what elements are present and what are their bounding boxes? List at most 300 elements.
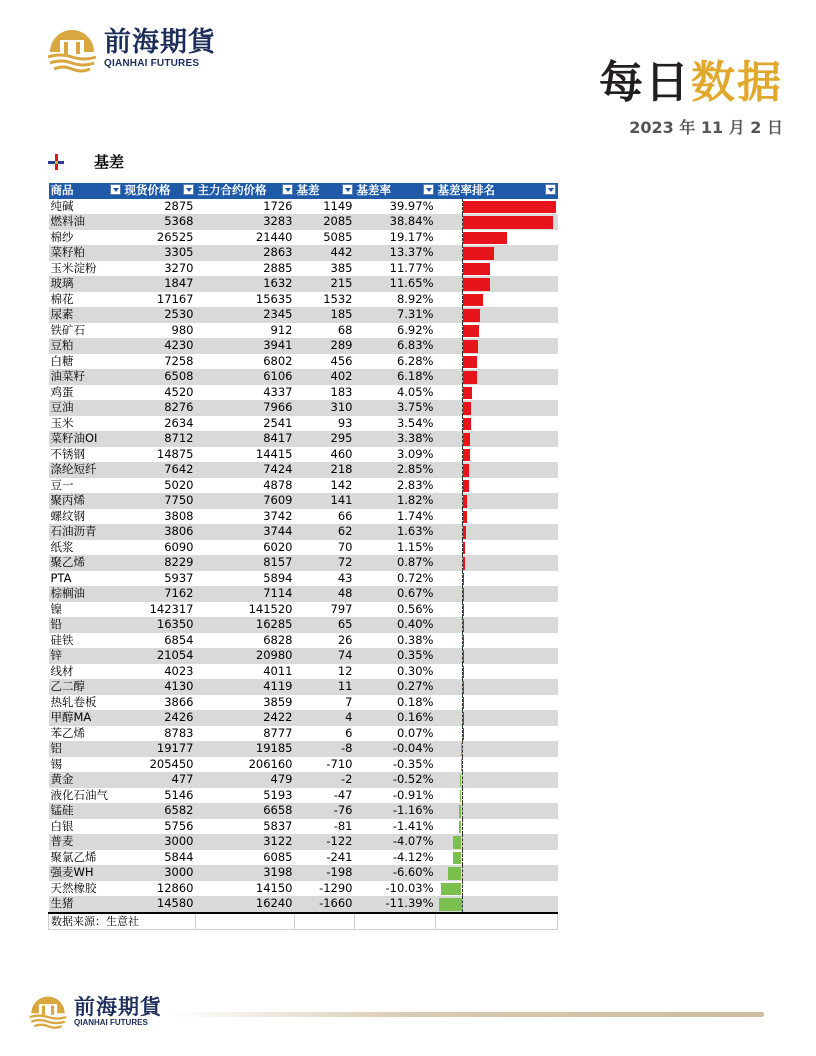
- cell-commodity: 聚乙烯: [49, 555, 123, 571]
- rank-bar-fill: [463, 635, 464, 648]
- cell-basis: 43: [295, 571, 355, 587]
- cell-main-contract-price: 19185: [196, 741, 295, 757]
- filter-dropdown-icon[interactable]: [342, 184, 353, 195]
- cell-commodity: 甲醇MA: [49, 710, 123, 726]
- cell-spot-price: 14580: [123, 896, 196, 913]
- cell-main-contract-price: 2541: [196, 416, 295, 432]
- cell-basis: 385: [295, 261, 355, 277]
- cell-rank-bar: [436, 276, 558, 292]
- cell-rank-bar: [436, 416, 558, 432]
- cell-main-contract-price: 2885: [196, 261, 295, 277]
- cell-rank-bar: [436, 896, 558, 913]
- cell-basis: -1660: [295, 896, 355, 913]
- cell-basis-rate: 0.67%: [355, 586, 436, 602]
- cell-basis-rate: -4.07%: [355, 834, 436, 850]
- table-row: [49, 803, 558, 819]
- cell-main-contract-price: 3198: [196, 865, 295, 881]
- cell-basis-rate: 4.05%: [355, 385, 436, 401]
- cell-rank-bar: [436, 617, 558, 633]
- cell-main-contract-price: 5894: [196, 571, 295, 587]
- cell-spot-price: 3000: [123, 865, 196, 881]
- cell-basis: 62: [295, 524, 355, 540]
- header-basis-rate-rank[interactable]: [436, 183, 558, 199]
- table-row: [49, 555, 558, 571]
- cell-commodity: 黄金: [49, 772, 123, 788]
- cell-main-contract-price: 5193: [196, 788, 295, 804]
- cell-rank-bar: [436, 726, 558, 742]
- cell-basis-rate: -11.39%: [355, 896, 436, 913]
- cell-basis: 2085: [295, 214, 355, 230]
- cell-basis: -2: [295, 772, 355, 788]
- empty-cell: [436, 913, 558, 930]
- rank-bar-fill: [463, 371, 477, 384]
- table-row: [49, 261, 558, 277]
- cell-main-contract-price: 2863: [196, 245, 295, 261]
- cell-rank-bar: [436, 199, 558, 215]
- cell-basis: 12: [295, 664, 355, 680]
- cell-rank-bar: [436, 540, 558, 556]
- table-row: [49, 881, 558, 897]
- rank-bar-fill: [463, 619, 464, 632]
- cell-main-contract-price: 4337: [196, 385, 295, 401]
- cell-spot-price: 5844: [123, 850, 196, 866]
- cell-main-contract-price: 8777: [196, 726, 295, 742]
- zero-axis-line: [462, 850, 463, 866]
- filter-dropdown-icon[interactable]: [282, 184, 293, 195]
- table-row: [49, 230, 558, 246]
- cell-main-contract-price: 14415: [196, 447, 295, 463]
- cell-commodity: 镍: [49, 602, 123, 618]
- header-basis-rate[interactable]: [355, 183, 436, 199]
- cell-basis-rate: 6.92%: [355, 323, 436, 339]
- cell-basis-rate: -0.52%: [355, 772, 436, 788]
- cell-rank-bar: [436, 261, 558, 277]
- cell-basis-rate: 0.72%: [355, 571, 436, 587]
- cell-spot-price: 980: [123, 323, 196, 339]
- zero-axis-line: [462, 819, 463, 835]
- report-date: 2023 年 11 月 2 日: [629, 118, 783, 137]
- cell-basis-rate: -0.35%: [355, 757, 436, 773]
- cell-basis-rate: 11.65%: [355, 276, 436, 292]
- cell-basis-rate: 0.16%: [355, 710, 436, 726]
- cell-main-contract-price: 3744: [196, 524, 295, 540]
- cell-commodity: 硅铁: [49, 633, 123, 649]
- rank-bar-fill: [463, 325, 479, 338]
- cell-spot-price: 3806: [123, 524, 196, 540]
- cell-basis-rate: 0.30%: [355, 664, 436, 680]
- cell-rank-bar: [436, 881, 558, 897]
- table-row: [49, 369, 558, 385]
- rank-bar-fill: [463, 573, 465, 586]
- cell-basis-rate: -1.16%: [355, 803, 436, 819]
- cell-commodity: 液化石油气: [49, 788, 123, 804]
- cell-main-contract-price: 912: [196, 323, 295, 339]
- cell-commodity: 铅: [49, 617, 123, 633]
- page-title-part1: 每日: [599, 57, 691, 108]
- cell-basis: 7: [295, 695, 355, 711]
- cell-commodity: 苯乙烯: [49, 726, 123, 742]
- rank-bar-fill: [463, 557, 465, 570]
- cell-commodity: 白糖: [49, 354, 123, 370]
- cell-basis-rate: 0.87%: [355, 555, 436, 571]
- rank-bar-fill: [463, 433, 471, 446]
- cell-commodity: 白银: [49, 819, 123, 835]
- cell-basis: 70: [295, 540, 355, 556]
- cell-commodity: 生猪: [49, 896, 123, 913]
- cell-basis: 295: [295, 431, 355, 447]
- filter-dropdown-icon[interactable]: [183, 184, 194, 195]
- table-row: [49, 493, 558, 509]
- cell-main-contract-price: 3283: [196, 214, 295, 230]
- cell-main-contract-price: 479: [196, 772, 295, 788]
- table-row: [49, 524, 558, 540]
- rank-bar-fill: [463, 418, 471, 431]
- cell-basis-rate: 0.35%: [355, 648, 436, 664]
- brand-logo: [46, 24, 216, 74]
- cell-basis: 65: [295, 617, 355, 633]
- cell-commodity: 豆油: [49, 400, 123, 416]
- table-row: [49, 447, 558, 463]
- cell-main-contract-price: 4119: [196, 679, 295, 695]
- cell-basis: -710: [295, 757, 355, 773]
- rank-bar-fill: [463, 247, 494, 260]
- cell-spot-price: 5020: [123, 478, 196, 494]
- cell-main-contract-price: 6085: [196, 850, 295, 866]
- rank-bar-fill: [463, 263, 490, 276]
- cell-spot-price: 16350: [123, 617, 196, 633]
- cell-commodity: 棉纱: [49, 230, 123, 246]
- cell-basis: 456: [295, 354, 355, 370]
- cell-basis-rate: 1.15%: [355, 540, 436, 556]
- table-row: [49, 586, 558, 602]
- cell-spot-price: 4230: [123, 338, 196, 354]
- filter-dropdown-icon[interactable]: [110, 184, 121, 195]
- header-spot-price[interactable]: [123, 183, 196, 199]
- table-row: [49, 214, 558, 230]
- table-row: [49, 400, 558, 416]
- table-row: [49, 726, 558, 742]
- cell-spot-price: 8783: [123, 726, 196, 742]
- cell-main-contract-price: 7609: [196, 493, 295, 509]
- cell-basis-rate: 19.17%: [355, 230, 436, 246]
- rank-bar-fill: [463, 697, 464, 710]
- cell-spot-price: 17167: [123, 292, 196, 308]
- cell-basis-rate: 0.18%: [355, 695, 436, 711]
- cell-main-contract-price: 4878: [196, 478, 295, 494]
- cell-rank-bar: [436, 772, 558, 788]
- cell-rank-bar: [436, 431, 558, 447]
- cell-rank-bar: [436, 819, 558, 835]
- cell-basis-rate: 11.77%: [355, 261, 436, 277]
- cell-commodity: 石油沥青: [49, 524, 123, 540]
- table-row: [49, 695, 558, 711]
- table-row: [49, 648, 558, 664]
- rank-bar-fill: [463, 495, 467, 508]
- cell-rank-bar: [436, 478, 558, 494]
- cell-commodity: 线材: [49, 664, 123, 680]
- table-row: [49, 478, 558, 494]
- page-title-part2: 数据: [691, 57, 783, 108]
- cell-commodity: 热轧卷板: [49, 695, 123, 711]
- table-row: [49, 834, 558, 850]
- cell-basis-rate: -4.12%: [355, 850, 436, 866]
- cell-main-contract-price: 15635: [196, 292, 295, 308]
- zero-axis-line: [462, 772, 463, 788]
- cell-basis: -122: [295, 834, 355, 850]
- cell-basis-rate: 0.07%: [355, 726, 436, 742]
- cell-basis: 442: [295, 245, 355, 261]
- table-row: [49, 462, 558, 478]
- rank-bar-fill: [463, 201, 556, 214]
- cell-spot-price: 3305: [123, 245, 196, 261]
- cell-spot-price: 1847: [123, 276, 196, 292]
- cell-commodity: 锌: [49, 648, 123, 664]
- cell-basis: -47: [295, 788, 355, 804]
- cell-rank-bar: [436, 710, 558, 726]
- cell-main-contract-price: 21440: [196, 230, 295, 246]
- rank-bar-fill: [463, 712, 464, 725]
- cell-commodity: 棕榈油: [49, 586, 123, 602]
- filter-dropdown-icon[interactable]: [545, 184, 556, 195]
- cell-main-contract-price: 2422: [196, 710, 295, 726]
- cell-basis-rate: 1.82%: [355, 493, 436, 509]
- cell-rank-bar: [436, 369, 558, 385]
- table-header-row: [49, 183, 558, 199]
- cell-spot-price: 3000: [123, 834, 196, 850]
- cell-basis: 48: [295, 586, 355, 602]
- cell-spot-price: 142317: [123, 602, 196, 618]
- cell-main-contract-price: 8417: [196, 431, 295, 447]
- filter-dropdown-icon[interactable]: [423, 184, 434, 195]
- table-row: [49, 276, 558, 292]
- cell-commodity: 强麦WH: [49, 865, 123, 881]
- cell-main-contract-price: 16285: [196, 617, 295, 633]
- cell-main-contract-price: 6106: [196, 369, 295, 385]
- cell-rank-bar: [436, 648, 558, 664]
- cell-basis-rate: -6.60%: [355, 865, 436, 881]
- footer-brand-emblem-icon: [28, 992, 68, 1030]
- cell-basis: 68: [295, 323, 355, 339]
- cell-basis-rate: 2.83%: [355, 478, 436, 494]
- cell-basis-rate: 3.09%: [355, 447, 436, 463]
- rank-bar-fill: [463, 604, 464, 617]
- cell-commodity: 锰硅: [49, 803, 123, 819]
- header-label: 主力合约价格: [197, 183, 267, 197]
- header-label: 商品: [50, 183, 74, 197]
- cell-spot-price: 3866: [123, 695, 196, 711]
- cell-basis: 310: [295, 400, 355, 416]
- cell-commodity: 乙二醇: [49, 679, 123, 695]
- cell-commodity: 尿素: [49, 307, 123, 323]
- zero-axis-line: [462, 834, 463, 850]
- rank-bar-fill: [461, 743, 462, 756]
- cell-basis-rate: 0.40%: [355, 617, 436, 633]
- cell-main-contract-price: 4011: [196, 664, 295, 680]
- cell-spot-price: 7750: [123, 493, 196, 509]
- brand-emblem-icon: [46, 24, 98, 74]
- brand-name-en: QIANHAI FUTURES: [104, 58, 200, 69]
- rank-bar-fill: [463, 526, 467, 539]
- cell-spot-price: 8229: [123, 555, 196, 571]
- cell-rank-bar: [436, 400, 558, 416]
- cell-rank-bar: [436, 524, 558, 540]
- cell-basis-rate: 3.38%: [355, 431, 436, 447]
- table-row: [49, 602, 558, 618]
- section-label: 基差: [94, 153, 125, 171]
- cell-spot-price: 19177: [123, 741, 196, 757]
- cell-main-contract-price: 141520: [196, 602, 295, 618]
- cell-rank-bar: [436, 803, 558, 819]
- cell-spot-price: 205450: [123, 757, 196, 773]
- cell-spot-price: 2426: [123, 710, 196, 726]
- rank-bar-fill: [463, 650, 464, 663]
- table-row: [49, 385, 558, 401]
- rank-bar-fill: [453, 836, 461, 849]
- header-basis[interactable]: [295, 183, 355, 199]
- cell-basis: 5085: [295, 230, 355, 246]
- rank-bar-fill: [463, 356, 478, 369]
- cell-rank-bar: [436, 307, 558, 323]
- rank-bar-fill: [463, 542, 466, 555]
- cell-spot-price: 5756: [123, 819, 196, 835]
- cell-basis: -1290: [295, 881, 355, 897]
- cell-basis: 218: [295, 462, 355, 478]
- rank-bar-fill: [439, 898, 462, 911]
- cell-basis: 1532: [295, 292, 355, 308]
- table-row: [49, 509, 558, 525]
- cell-basis: 4: [295, 710, 355, 726]
- cell-commodity: 鸡蛋: [49, 385, 123, 401]
- cell-commodity: 豆粕: [49, 338, 123, 354]
- cell-basis-rate: 7.31%: [355, 307, 436, 323]
- empty-cell: [196, 913, 295, 930]
- header-label: 基差: [296, 183, 320, 197]
- rank-bar-fill: [453, 852, 461, 865]
- cell-main-contract-price: 7966: [196, 400, 295, 416]
- cell-basis: 460: [295, 447, 355, 463]
- cell-spot-price: 477: [123, 772, 196, 788]
- cell-rank-bar: [436, 834, 558, 850]
- rank-bar-fill: [463, 480, 470, 493]
- cell-main-contract-price: 5837: [196, 819, 295, 835]
- cell-main-contract-price: 6020: [196, 540, 295, 556]
- section-heading: [48, 151, 124, 172]
- cell-main-contract-price: 7114: [196, 586, 295, 602]
- cell-spot-price: 3270: [123, 261, 196, 277]
- cell-main-contract-price: 3859: [196, 695, 295, 711]
- table-row: [49, 617, 558, 633]
- table-row: [49, 540, 558, 556]
- cell-main-contract-price: 1632: [196, 276, 295, 292]
- cell-basis: 142: [295, 478, 355, 494]
- cell-basis: 289: [295, 338, 355, 354]
- cell-rank-bar: [436, 602, 558, 618]
- cell-commodity: 聚丙烯: [49, 493, 123, 509]
- cell-commodity: 玻璃: [49, 276, 123, 292]
- cell-basis-rate: -0.91%: [355, 788, 436, 804]
- cell-commodity: 纯碱: [49, 199, 123, 215]
- cell-basis-rate: 0.38%: [355, 633, 436, 649]
- table-row: [49, 865, 558, 881]
- cell-rank-bar: [436, 214, 558, 230]
- rank-bar-fill: [441, 883, 461, 896]
- header-main-contract-price[interactable]: [196, 183, 295, 199]
- rank-bar-fill: [463, 681, 464, 694]
- cell-commodity: PTA: [49, 571, 123, 587]
- cell-spot-price: 26525: [123, 230, 196, 246]
- cell-commodity: 锡: [49, 757, 123, 773]
- table-row: [49, 788, 558, 804]
- cell-main-contract-price: 14150: [196, 881, 295, 897]
- cell-commodity: 菜籽粕: [49, 245, 123, 261]
- cell-spot-price: 6090: [123, 540, 196, 556]
- rank-bar-fill: [448, 867, 461, 880]
- rank-bar-fill: [463, 278, 490, 291]
- cell-commodity: 铝: [49, 741, 123, 757]
- cell-basis: 215: [295, 276, 355, 292]
- table-row: [49, 679, 558, 695]
- empty-cell: [295, 913, 355, 930]
- table-row: [49, 757, 558, 773]
- cell-commodity: 玉米淀粉: [49, 261, 123, 277]
- zero-axis-line: [462, 803, 463, 819]
- table-row: [49, 741, 558, 757]
- rank-bar-fill: [463, 511, 467, 524]
- table-row: [49, 307, 558, 323]
- table-source-row: [49, 913, 558, 930]
- rank-bar-fill: [461, 759, 462, 772]
- cell-rank-bar: [436, 633, 558, 649]
- cell-main-contract-price: 2345: [196, 307, 295, 323]
- cell-basis-rate: 6.18%: [355, 369, 436, 385]
- cell-rank-bar: [436, 850, 558, 866]
- header-commodity[interactable]: [49, 183, 123, 199]
- rank-bar-fill: [459, 821, 462, 834]
- cell-basis-rate: 38.84%: [355, 214, 436, 230]
- cell-basis: -81: [295, 819, 355, 835]
- cell-commodity: 豆一: [49, 478, 123, 494]
- table-row: [49, 664, 558, 680]
- cell-basis: 66: [295, 509, 355, 525]
- zero-axis-line: [462, 757, 463, 773]
- cell-rank-bar: [436, 493, 558, 509]
- cell-basis-rate: 1.74%: [355, 509, 436, 525]
- data-source-note: 数据来源：生意社: [49, 913, 196, 930]
- footer-brand-name-cn: 前海期貨: [74, 993, 162, 1019]
- cell-rank-bar: [436, 245, 558, 261]
- rank-bar-fill: [463, 340, 479, 353]
- zero-axis-line: [462, 788, 463, 804]
- cell-basis-rate: 3.54%: [355, 416, 436, 432]
- rank-bar-fill: [459, 805, 461, 818]
- cell-rank-bar: [436, 292, 558, 308]
- cell-main-contract-price: 3122: [196, 834, 295, 850]
- cell-basis-rate: 1.63%: [355, 524, 436, 540]
- cell-spot-price: 4520: [123, 385, 196, 401]
- cell-spot-price: 6508: [123, 369, 196, 385]
- cell-spot-price: 2530: [123, 307, 196, 323]
- cell-rank-bar: [436, 462, 558, 478]
- rank-bar-fill: [463, 402, 472, 415]
- rank-bar-fill: [463, 666, 464, 679]
- cell-basis: 74: [295, 648, 355, 664]
- cell-basis-rate: 8.92%: [355, 292, 436, 308]
- rank-bar-fill: [463, 309, 480, 322]
- rank-bar-fill: [463, 387, 472, 400]
- cell-basis: 6: [295, 726, 355, 742]
- cell-main-contract-price: 6828: [196, 633, 295, 649]
- cell-basis: 183: [295, 385, 355, 401]
